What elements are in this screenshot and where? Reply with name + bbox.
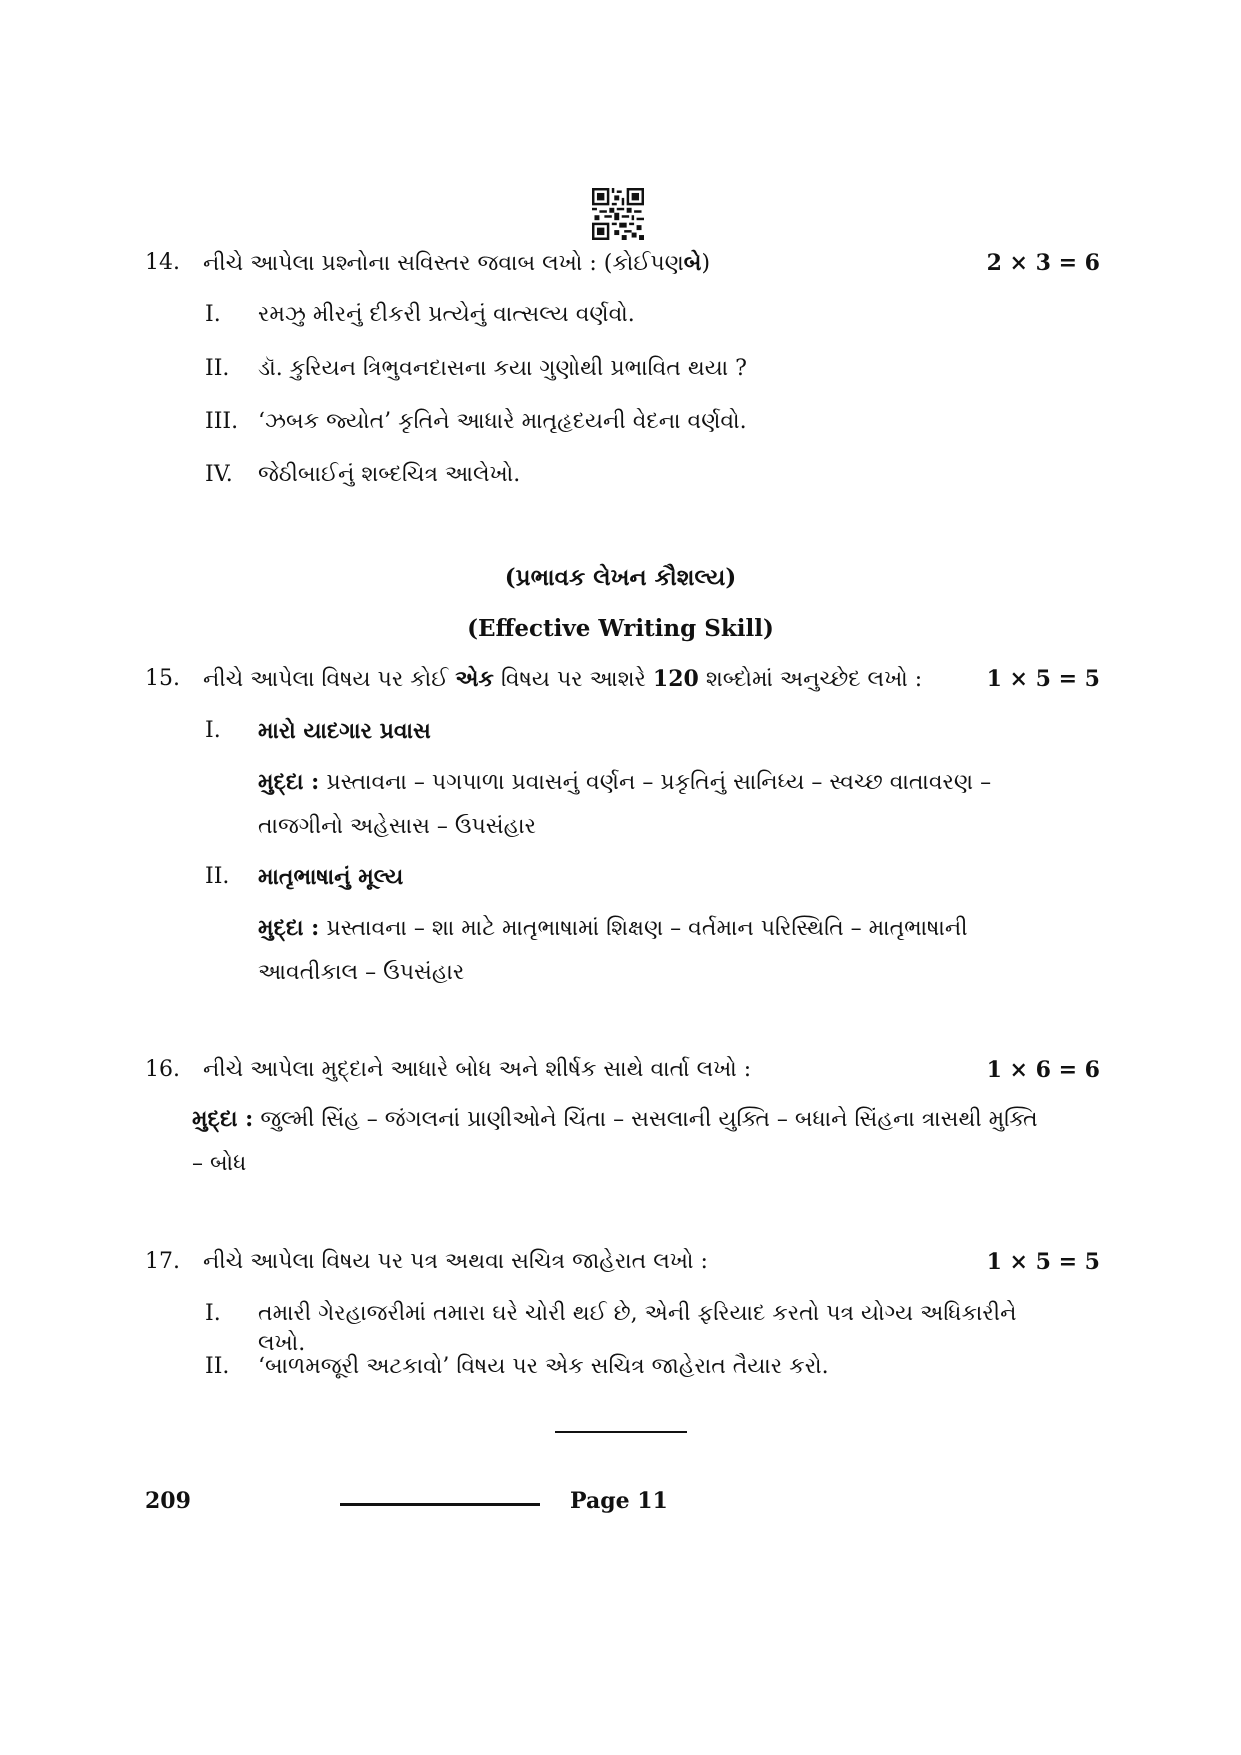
question-marks: 1 × 5 = 5 (986, 1249, 1100, 1275)
question-marks: 1 × 5 = 5 (986, 666, 1100, 692)
topic-title: માતૃભાષાનું મૂલ્ય (258, 864, 404, 890)
question-number: 17. (145, 1249, 180, 1274)
footer-divider (340, 1503, 540, 1506)
story-points: મુદ્દા : જુલ્મી સિંહ – જંગલનાં પ્રાણીઓને ચિંતા – સસલાની યુક્તિ – બધાને સિંહના ત્રાસથી મુક્તિ – બોધ (192, 1106, 1038, 1176)
section-title-gujarati: (પ્રભાવક લેખન કૌશલ્ય) (504, 564, 737, 591)
paper-code: 209 (145, 1488, 191, 1514)
question-marks: 2 × 3 = 6 (986, 250, 1100, 276)
question-marks: 1 × 6 = 6 (986, 1057, 1100, 1083)
qr-code-icon (592, 188, 644, 240)
exam-page: 14. નીચે આપેલા પ્રશ્નોના સવિસ્તર જવાબ લખો : (કોઈપણબે) 2 × 3 = 6 I. રમઝુ મીરનું દીકરી પ્રત્યેનું વાત્સલ્ય વર્ણવો. II. ડૉ. કુરિયન ત્રિભુવનદાસના કયા ગુણોથી પ્રભાવિત થયા ? III. ‘ઝબક જ્યોત’ કૃતિને આધારે માતૃહૃદયની વેદના વર્ણવો. IV. જેઠીબાઈનું શબ્દચિત્ર આલેખો. (પ્રભાવક લેખન કૌશલ્ય) (Effective Writing Skill) 15. નીચે આપેલા વિષય પર કોઈ એક વિષય પર આશરે 120 શબ્દોમાં અનુચ્છેદ લખો : 1 × 5 = 5 I. મારો યાદગાર પ્રવાસ મુદ્દા : પ્રસ્તાવના – પગપાળા પ્રવાસનું વર્ણન – પ્રકૃતિનું સાનિધ્ય – સ્વચ્છ વાતાવરણ – તાજગીનો અહેસાસ – ઉપસંહાર II. માતૃભાષાનું મૂલ્ય મુદ્દા : પ્રસ્તાવના – શા માટે માતૃભાષામાં શિક્ષણ – વર્તમાન પરિસ્થિતિ – માતૃભાષાની આવતીકાલ – ઉપસંહાર 16. નીચે આપેલા મુદ્દાને આધારે બોધ અને શીર્ષક સાથે વાર્તા લખો : 1 × 6 = 6 મુદ્દા : જુલ્મી સિંહ – જંગલનાં પ્રાણીઓને ચિંતા – સસલાની યુક્તિ – બધાને સિંહના ત્રાસથી મુક્તિ – બોધ 17. નીચે આપેલા વિષય પર પત્ર અથવા સચિત્ર જાહેરાત લખો : 1 × 5 = 5 I. તમારી ગેરહાજરીમાં તમારા ઘરે ચોરી થઈ છે, એની ફરિયાદ કરતો પત્ર યોગ્ય અધિકારીને લખો. II. ‘બાળમજૂરી અટકાવો’ વિષય પર એક સચિત્ર જાહેરાત તૈયાર કરો. 209 Page 11 (0, 0, 1241, 1755)
topic-points: મુદ્દા : પ્રસ્તાવના – શા માટે માતૃભાષામાં શિક્ષણ – વર્તમાન પરિસ્થિતિ – માતૃભાષાની આવતીકાલ – ઉપસંહાર (258, 915, 968, 985)
question-number: 16. (145, 1057, 180, 1082)
page-number: Page 11 (570, 1488, 668, 1514)
section-title-english: (Effective Writing Skill) (467, 615, 774, 642)
question-number: 15. (145, 666, 180, 691)
topic-points: મુદ્દા : પ્રસ્તાવના – પગપાળા પ્રવાસનું વર્ણન – પ્રકૃતિનું સાનિધ્ય – સ્વચ્છ વાતાવરણ – તાજગીનો અહેસાસ – ઉપસંહાર (258, 769, 992, 839)
topic-title: મારો યાદગાર પ્રવાસ (258, 718, 431, 744)
question-text: નીચે આપેલા પ્રશ્નોના સવિસ્તર જવાબ લખો : (કોઈપણબે) (203, 250, 711, 276)
question-text: નીચે આપેલા વિષય પર કોઈ એક વિષય પર આશરે 120 શબ્દોમાં અનુચ્છેદ લખો : (203, 666, 923, 692)
end-divider (555, 1431, 687, 1433)
question-number: 14. (145, 250, 180, 275)
question-text: નીચે આપેલા વિષય પર પત્ર અથવા સચિત્ર જાહેરાત લખો : (203, 1249, 708, 1274)
question-text: નીચે આપેલા મુદ્દાને આધારે બોધ અને શીર્ષક સાથે વાર્તા લખો : (203, 1057, 752, 1082)
